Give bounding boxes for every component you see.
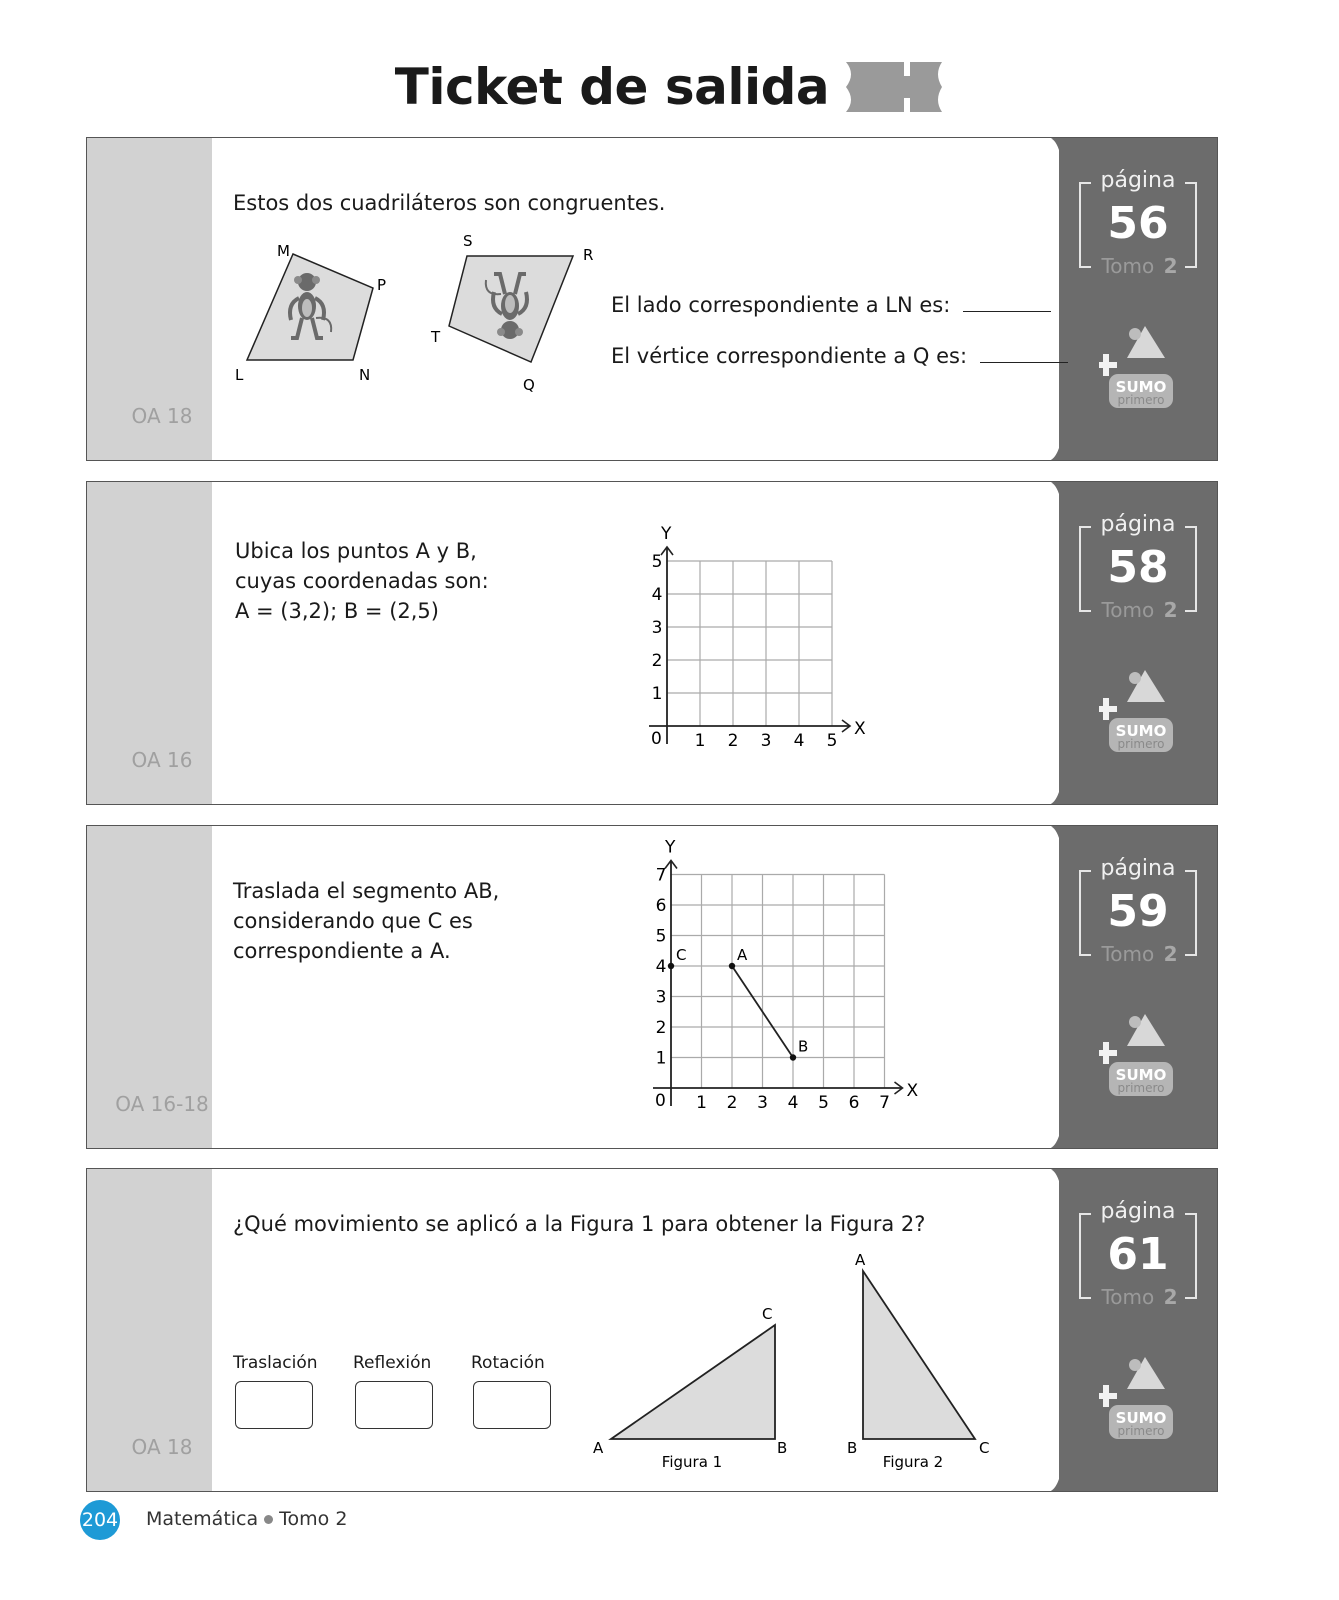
vertex-label-q: Q	[523, 376, 535, 394]
ticket-icon	[844, 62, 944, 112]
page-title: Ticket de salida	[394, 58, 830, 116]
x-tick-label: 4	[793, 731, 805, 751]
page-label-wrap	[1079, 856, 1197, 881]
page-label: página	[1097, 856, 1180, 881]
x-tick-label: 3	[760, 731, 772, 751]
instruction-line-2: considerando que C es	[233, 909, 473, 933]
page-number: 61	[1107, 1229, 1169, 1280]
page-label: página	[1097, 168, 1180, 193]
statement: Estos dos cuadriláteros son congruentes.	[233, 191, 666, 215]
page-badge	[1079, 1199, 1197, 1309]
x-axis-label: X	[906, 1081, 919, 1101]
y-tick-label: 1	[655, 1048, 667, 1069]
x-tick-label: 2	[726, 1093, 738, 1113]
page-reference-panel	[1059, 826, 1217, 1148]
x-axis-label: X	[854, 719, 866, 739]
vertex-label-t: T	[431, 328, 441, 346]
y-axis-label: Y	[661, 524, 672, 544]
tomo-number: 2	[1163, 942, 1178, 966]
y-tick-label: 5	[651, 552, 663, 572]
question-vertex	[611, 341, 1068, 372]
option-label-reflexion: Reflexión	[353, 1353, 432, 1373]
vertex-label-m: M	[277, 242, 290, 260]
instruction-line-2: cuyas coordenadas son:	[235, 569, 489, 593]
y-tick-label: 5	[655, 926, 667, 947]
oa-code: OA 16	[131, 748, 193, 772]
page-reference-panel	[1059, 138, 1217, 460]
page-label: página	[1097, 1199, 1180, 1224]
fig1-vertex-c: C	[762, 1305, 773, 1323]
footer-text	[146, 1508, 347, 1530]
oa-code: OA 16-18	[115, 1092, 209, 1116]
sumo-primero-logo	[1099, 1012, 1179, 1098]
tomo-number: 2	[1163, 1285, 1178, 1309]
y-axis-label: Y	[665, 840, 676, 858]
x-tick-label: 7	[879, 1093, 890, 1113]
page-reference-panel	[1059, 482, 1217, 804]
figure-1-triangle	[611, 1325, 775, 1439]
logo-subtext: primero	[1117, 737, 1165, 751]
question: ¿Qué movimiento se aplicó a la Figura 1 para obtener la Figura 2?	[233, 1212, 926, 1236]
point-label-b: B	[798, 1037, 809, 1056]
x-tick-label: 1	[696, 1093, 707, 1113]
page-label-wrap	[1079, 168, 1197, 193]
y-tick-label: 2	[655, 1018, 667, 1038]
tomo-wrap	[1079, 1285, 1197, 1309]
page-reference-panel	[1059, 1169, 1217, 1491]
logo-text: SUMO	[1115, 722, 1167, 740]
origin-label: 0	[655, 1091, 666, 1111]
oa-code: OA 18	[131, 1435, 193, 1459]
question-side-text: El lado correspondiente a LN es:	[611, 293, 951, 317]
exit-ticket-card-3	[86, 825, 1218, 1149]
bullet-icon	[264, 1515, 273, 1524]
page-badge	[1079, 856, 1197, 966]
option-label-traslacion: Traslación	[233, 1353, 318, 1373]
page-header	[0, 58, 1339, 116]
page-number: 58	[1107, 542, 1169, 593]
triangle-figures	[587, 1249, 1007, 1479]
congruent-quadrilaterals	[227, 228, 627, 398]
coordinate-grid-7x7	[637, 840, 927, 1122]
page-label-wrap	[1079, 512, 1197, 537]
exit-ticket-card-2	[86, 481, 1218, 805]
question-side	[611, 290, 1051, 321]
fig1-caption: Figura 1	[661, 1453, 723, 1471]
instruction-line-3: A = (3,2); B = (2,5)	[235, 599, 439, 623]
y-tick-label: 4	[655, 957, 667, 977]
instruction-line-1: Ubica los puntos A y B,	[235, 539, 477, 563]
sumo-primero-logo	[1099, 324, 1179, 410]
footer-volume: Tomo 2	[279, 1508, 348, 1530]
y-tick-label: 4	[651, 585, 663, 605]
page-number: 56	[1107, 198, 1169, 249]
point-c	[668, 963, 674, 969]
tomo-wrap	[1079, 942, 1197, 966]
fig1-vertex-b: B	[777, 1439, 788, 1457]
x-tick-label: 5	[826, 731, 838, 751]
page-badge	[1079, 168, 1197, 278]
tomo-label: Tomo	[1098, 1285, 1157, 1309]
tomo-wrap	[1079, 254, 1197, 278]
x-tick-label: 5	[818, 1093, 829, 1113]
point-label-c: C	[676, 946, 687, 964]
instruction-line-1: Traslada el segmento AB,	[233, 879, 500, 903]
y-tick-label: 1	[651, 684, 663, 704]
tomo-label: Tomo	[1098, 254, 1157, 278]
page-label: página	[1097, 512, 1180, 537]
tomo-label: Tomo	[1098, 598, 1157, 622]
quadrilateral-srqt	[449, 256, 573, 362]
page-label-wrap	[1079, 1199, 1197, 1224]
figure-2-triangle	[863, 1271, 975, 1439]
option-box-rotacion[interactable]	[473, 1381, 551, 1429]
y-tick-label: 6	[655, 896, 667, 916]
answer-blank-vertex[interactable]	[980, 362, 1068, 363]
x-tick-label: 6	[848, 1093, 860, 1113]
vertex-label-p: P	[377, 276, 387, 294]
exit-ticket-card-1	[86, 137, 1218, 461]
tomo-wrap	[1079, 598, 1197, 622]
fig2-vertex-b: B	[847, 1439, 858, 1457]
sumo-primero-logo	[1099, 1355, 1179, 1441]
fig2-vertex-c: C	[979, 1439, 990, 1457]
coordinate-grid-5x5	[633, 514, 873, 754]
y-tick-label: 3	[651, 618, 663, 638]
x-tick-label: 3	[757, 1093, 768, 1113]
fig2-caption: Figura 2	[882, 1453, 944, 1471]
logo-subtext: primero	[1117, 393, 1165, 407]
point-label-a: A	[737, 946, 748, 964]
page-number: 59	[1107, 886, 1169, 937]
tomo-number: 2	[1163, 598, 1178, 622]
sumo-primero-logo	[1099, 668, 1179, 754]
origin-label: 0	[651, 729, 662, 749]
tomo-label: Tomo	[1098, 942, 1157, 966]
y-tick-label: 3	[655, 987, 667, 1008]
fig1-vertex-a: A	[593, 1439, 604, 1457]
y-tick-label: 2	[651, 651, 663, 671]
tomo-number: 2	[1163, 254, 1178, 278]
fig2-vertex-a: A	[855, 1251, 866, 1269]
option-label-rotacion: Rotación	[471, 1353, 545, 1373]
vertex-label-r: R	[583, 246, 594, 264]
logo-text: SUMO	[1115, 1409, 1167, 1427]
footer-subject: Matemática	[146, 1508, 259, 1530]
option-box-traslacion[interactable]	[235, 1381, 313, 1429]
x-tick-label: 4	[787, 1093, 799, 1113]
point-b	[790, 1054, 796, 1060]
logo-text: SUMO	[1115, 1066, 1167, 1084]
exit-ticket-card-4	[86, 1168, 1218, 1492]
vertex-label-s: S	[463, 232, 473, 250]
question-vertex-text: El vértice correspondiente a Q es:	[611, 344, 968, 368]
y-tick-label: 7	[655, 865, 667, 886]
x-tick-label: 2	[727, 731, 739, 751]
x-tick-label: 1	[694, 731, 706, 751]
point-a	[729, 963, 735, 969]
logo-subtext: primero	[1117, 1424, 1165, 1438]
quadrilateral-mlnp	[247, 254, 373, 360]
oa-code: OA 18	[131, 404, 193, 428]
answer-blank-side[interactable]	[963, 311, 1051, 312]
vertex-label-n: N	[359, 366, 371, 384]
instruction-line-3: correspondiente a A.	[233, 939, 451, 963]
page-number-badge: 204	[80, 1500, 120, 1540]
logo-text: SUMO	[1115, 378, 1167, 396]
vertex-label-l: L	[235, 366, 244, 384]
option-box-reflexion[interactable]	[355, 1381, 433, 1429]
page-badge	[1079, 512, 1197, 622]
logo-subtext: primero	[1117, 1081, 1165, 1095]
